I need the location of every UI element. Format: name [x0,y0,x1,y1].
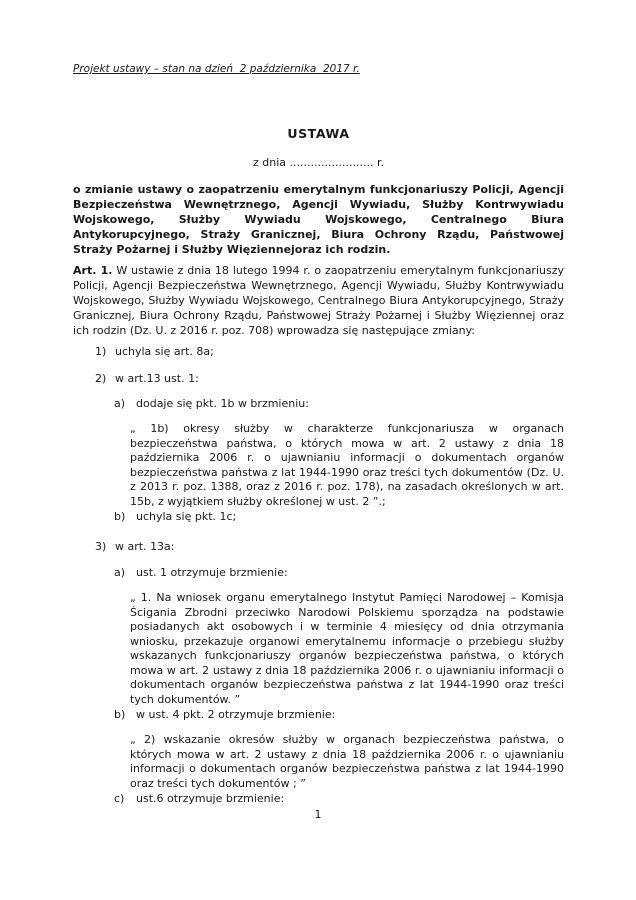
amendment-1 [73,344,564,359]
amendment-2 [73,371,564,386]
amendment-2a [73,396,564,411]
law-title: USTAWA [287,126,350,141]
amendment-text: w art. 13a: [115,540,175,553]
amendment-text: dodaje się pkt. 1b w brzmieniu: [136,397,309,410]
amendment-3a [73,565,564,580]
article-1-label: Art. 1. [73,264,113,277]
list-marker: 1) [95,345,107,358]
list-marker: a) [114,566,126,579]
law-date-line: z dnia ........................ r. [253,156,384,169]
list-marker: 3) [95,540,107,553]
document-content [73,63,564,806]
amendment-3 [73,539,564,554]
list-marker: c) [114,792,125,805]
amendment-3c [73,791,564,806]
amendment-text: uchyla się pkt. 1c; [136,510,237,523]
amendment-3b [73,707,564,722]
list-marker: a) [114,397,126,410]
amendment-text: w ust. 4 pkt. 2 otrzymuje brzmienie: [136,708,336,721]
article-1-text: W ustawie z dnia 18 lutego 1994 r. o zaopatrzeniu emerytalnym funkcjonariuszy Policji, Agencji Bezpieczeństwa Wewnętrznego, Agencji Wywiadu, Służby Kontrwywiadu Wojskowego, Służby Wywiadu Wojskowego, Centralnego Biura Antykorupcyjnego, Straży Granicznej, Biura Ochrony Rządu, Państwowej Straży Pożarnej i Służby Więziennej oraz ich rodzin (Dz. U. z 2016 r. poz. 708) wprowadza się następujące zmiany: [73,264,564,337]
list-marker: 2) [95,372,107,385]
law-subject-paragraph: o zmianie ustawy o zaopatrzeniu emerytalnym funkcjonariuszy Policji, Agencji Bezpieczeństwa Wewnętrznego, Agencji Wywiadu, Służby Kontrwywiadu Wojskowego, Służby Wywiadu Wojskowego, Centralnego Biura Antykorupcyjnego, Straży Granicznej, Biura Ochrony Rządu, Państwowej Straży Pożarnej i Służby Więziennejoraz ich rodzin. [73,183,564,256]
amendment-text: uchyla się art. 8a; [115,345,214,358]
list-marker: b) [114,708,126,721]
quote-art13a-ust4-pkt2: „ 2) wskazanie okresów służby w organach bezpieczeństwa państwa, o których mowa w art. 2 ustawy z dnia 18 października 2006 r. o ujawnianiu informacji o dokumentach organów bezpieczeństwa państwa z lat 1944-1990 oraz treści tych dokumentów ; ” [130,733,564,790]
amendment-text: w art.13 ust. 1: [115,372,199,385]
draft-status-header: Projekt ustawy – stan na dzień 2 października 2017 r. [73,63,360,75]
list-marker: b) [114,510,126,523]
amendment-text: ust. 1 otrzymuje brzmienie: [136,566,288,579]
quote-art13-pkt1b: „ 1b) okresy służby w charakterze funkcjonariusza w organach bezpieczeństwa państwa, o których mowa w art. 2 ustawy z dnia 18 października 2006 r. o ujawnianiu informacji o dokumentach organów bezpieczeństwa państwa z lat 1944-1990 oraz treści tych dokumentów (Dz. U. z 2013 r. poz. 1388, oraz z 2016 r. poz. 178), na zasadach określonych w art. 15b, z wyjątkiem służby określonej w ust. 2 ”.; [130,422,564,508]
page-number: 1 [314,808,322,821]
amendment-2b [73,509,564,524]
article-1-paragraph [73,263,564,338]
quote-art13a-ust1: „ 1. Na wniosek organu emerytalnego Instytut Pamięci Narodowej – Komisja Ścigania Zbrodni przeciwko Narodowi Polskiemu sporządza na podstawie posiadanych akt osobowych i w terminie 4 miesięcy od dnia otrzymania wniosku, przekazuje organowi emerytalnemu informacje o przebiegu służby wskazanych funkcjonariuszy organów bezpieczeństwa państwa, o których mowa w art. 2 ustawy z dnia 18 października 2006 r. o ujawnianiu informacji o dokumentach organów bezpieczeństwa państwa z lat 1944-1990 oraz treści tych dokumentów. ” [130,591,564,706]
amendment-text: ust.6 otrzymuje brzmienie: [136,792,285,805]
